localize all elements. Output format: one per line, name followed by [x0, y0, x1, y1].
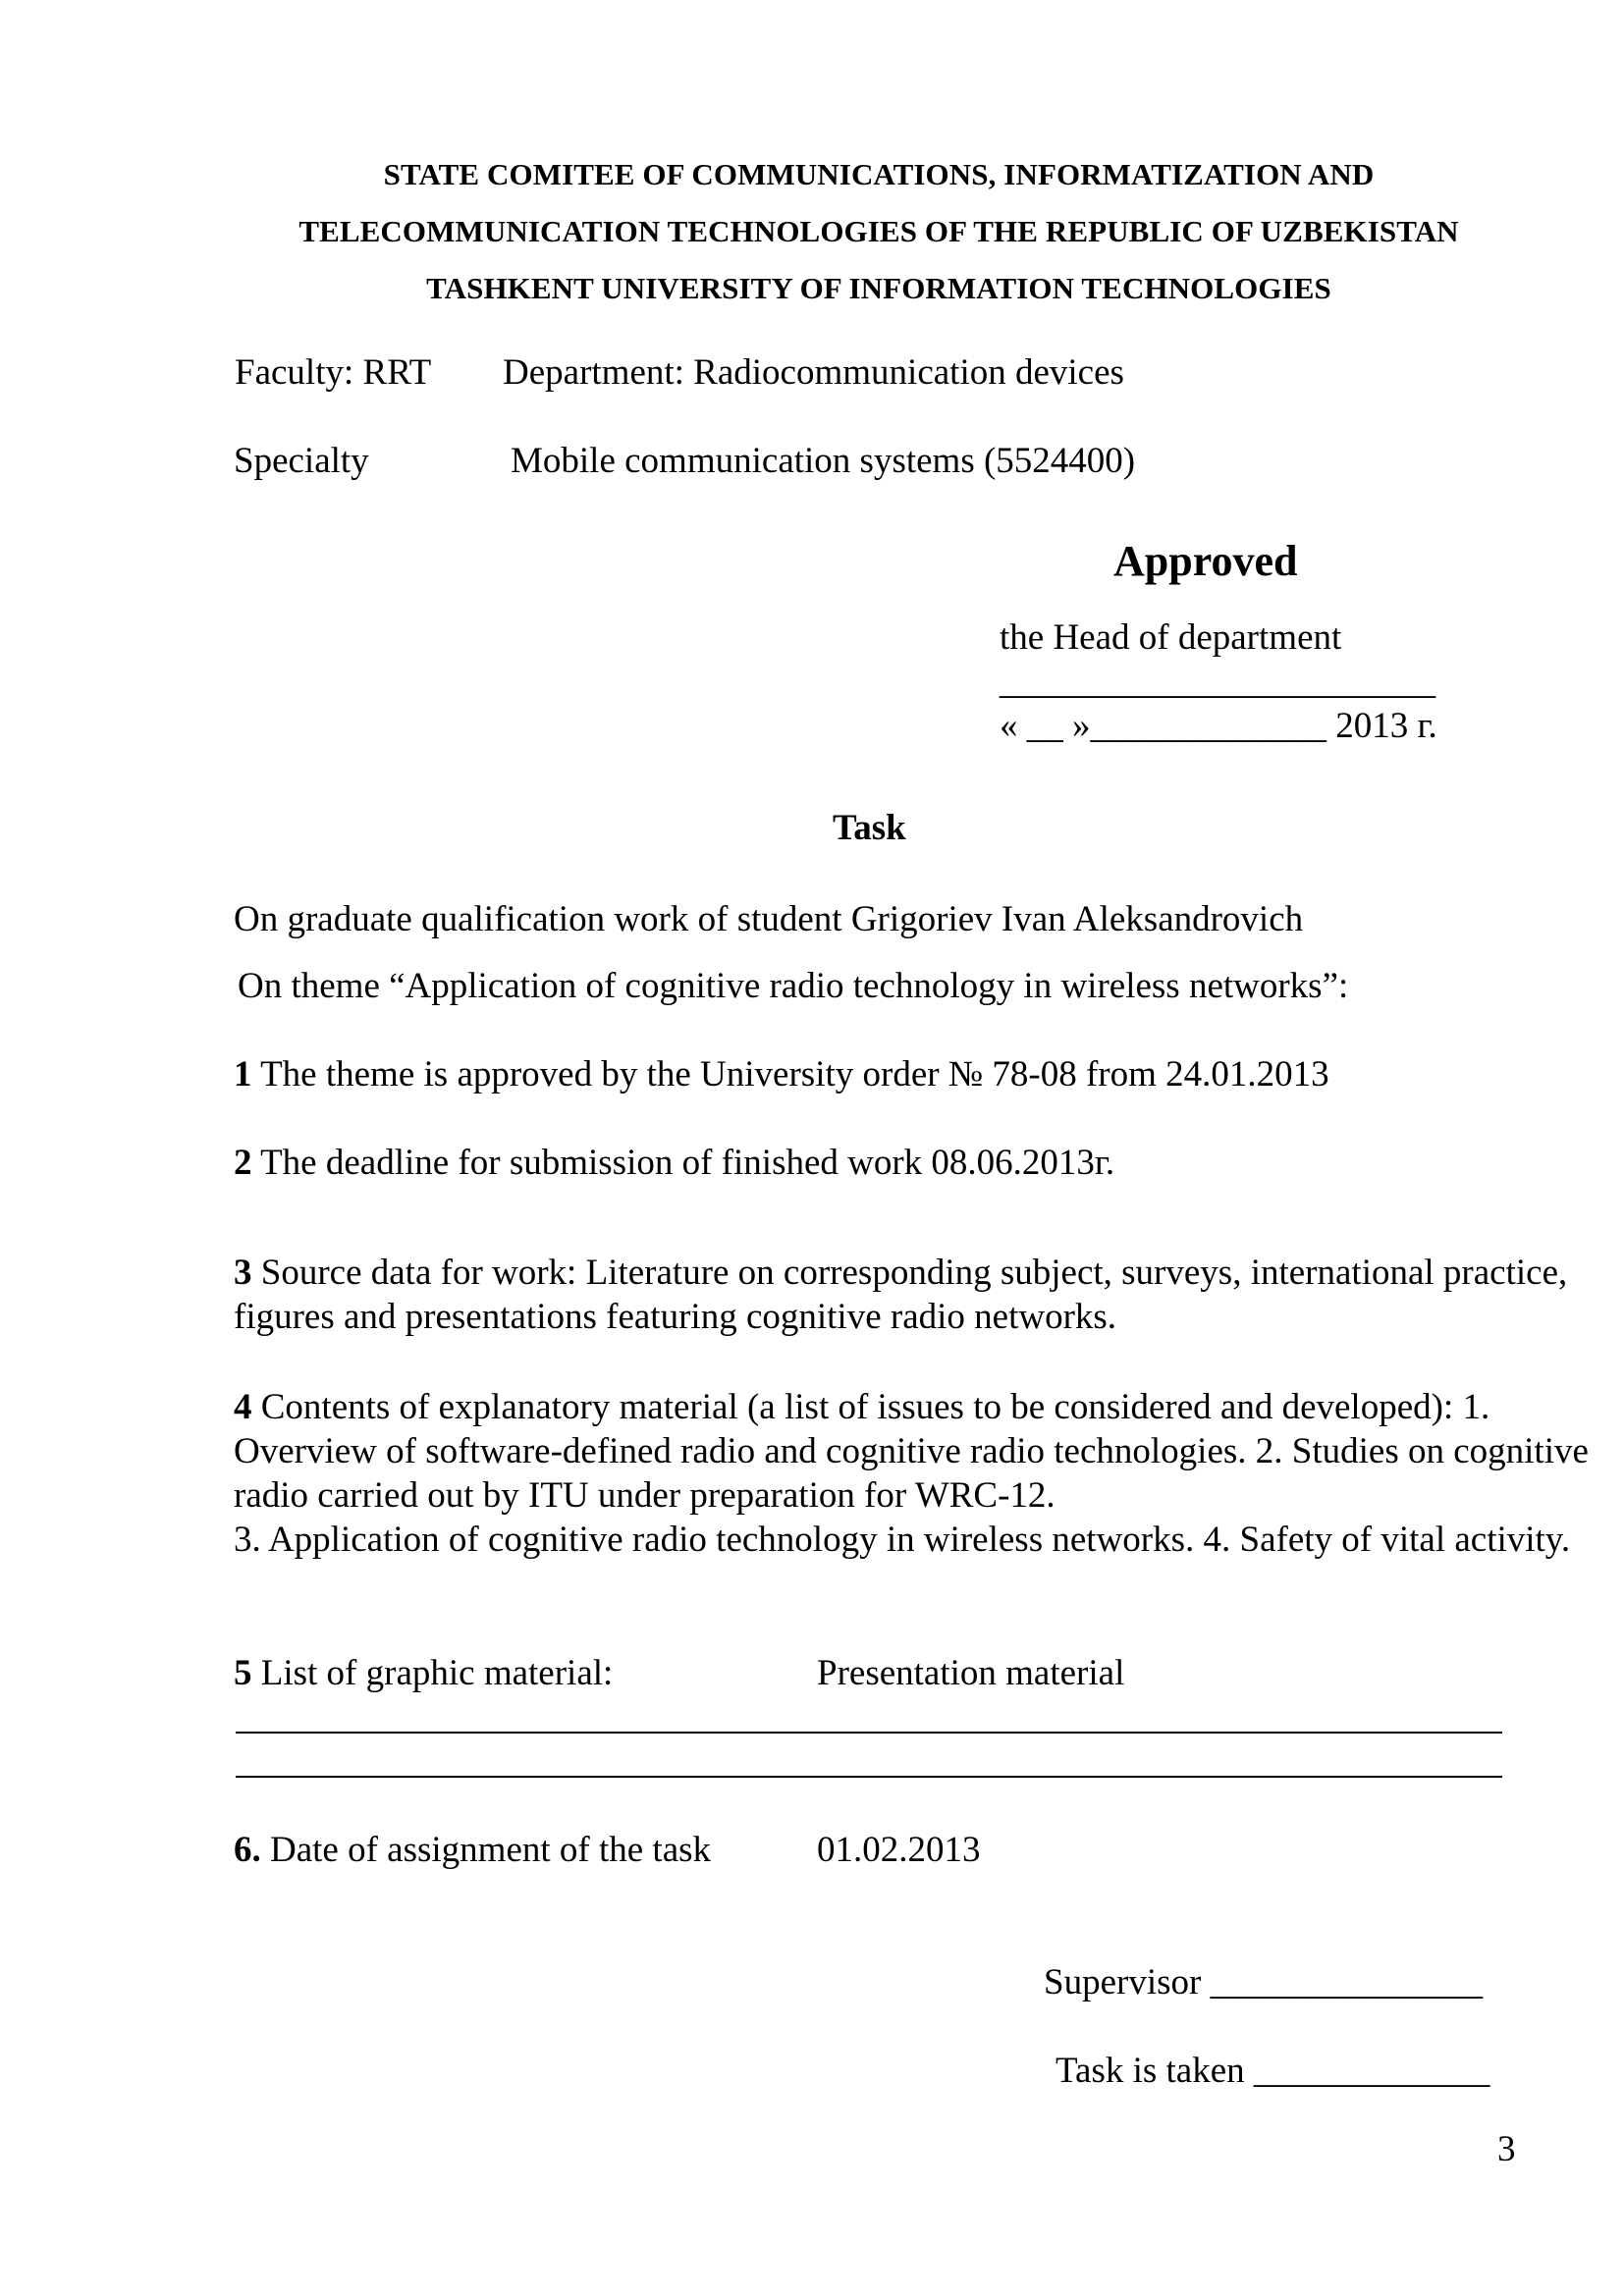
item-3-text: Source data for work: Literature on corresponding subject, surveys, international practice, figures and presentations featuring cognitive radio networks.: [234, 1253, 1568, 1337]
approved-title: Approved: [1113, 537, 1298, 585]
item-1-number: 1: [234, 1054, 252, 1095]
faculty-label: Faculty: RRT: [235, 352, 432, 393]
item-2-number: 2: [234, 1143, 252, 1183]
header-line-2: TELECOMMUNICATION TECHNOLOGIES OF THE REPUBLIC OF UZBEKISTAN: [298, 214, 1459, 248]
item-4-number: 4: [234, 1387, 252, 1427]
item-4-text-continued: 3. Application of cognitive radio technology in wireless networks. 4. Safety of vital activity.: [234, 1520, 1571, 1560]
blank-line-2: [236, 1776, 1502, 1778]
item-5-value: Presentation material: [817, 1653, 1125, 1693]
department-label: Department: Radiocommunication devices: [503, 352, 1124, 393]
item-6: [234, 1829, 711, 1871]
theme-line: On theme “Application of cognitive radio technology in wireless networks”:: [238, 966, 1349, 1006]
supervisor-signature: Supervisor _______________: [1044, 1962, 1484, 2002]
blank-line-1: [236, 1732, 1502, 1734]
item-5: [234, 1652, 613, 1694]
student-line: On graduate qualification work of student Grigoriev Ivan Aleksandrovich: [234, 899, 1304, 939]
signature-line: ________________________: [1000, 662, 1435, 702]
item-3: [234, 1251, 1569, 1339]
item-4-text: Contents of explanatory material (a list of issues to be considered and developed): 1. Overview of software-defined radio and cognitive radio technologies. 2. Studies on cognitive radio carried out by ITU under preparation for WRC-12.: [234, 1387, 1589, 1516]
item-6-number: 6.: [234, 1830, 261, 1870]
item-2-text: The deadline for submission of finished work 08.06.2013г.: [251, 1143, 1115, 1183]
item-3-number: 3: [234, 1253, 252, 1293]
item-1: [234, 1053, 1329, 1095]
header-line-1: STATE COMITEE OF COMMUNICATIONS, INFORMATIZATION AND: [383, 157, 1375, 191]
specialty-label: Specialty: [234, 441, 369, 481]
page-number: 3: [1497, 2129, 1516, 2169]
task-taken-signature: Task is taken _____________: [1056, 2051, 1490, 2091]
item-1-text: The theme is approved by the University order № 78-08 from 24.01.2013: [251, 1054, 1329, 1095]
head-of-department-label: the Head of department: [1000, 617, 1342, 658]
item-4: [234, 1385, 1589, 1562]
specialty-value: Mobile communication systems (5524400): [511, 441, 1136, 481]
approval-date-line: « __ »_____________ 2013 г.: [1000, 706, 1437, 746]
item-6-text: Date of assignment of the task: [260, 1830, 712, 1870]
header-line-3: TASHKENT UNIVERSITY OF INFORMATION TECHNOLOGIES: [426, 271, 1331, 305]
item-6-value: 01.02.2013: [817, 1830, 981, 1870]
item-2: [234, 1142, 1114, 1184]
task-title: Task: [833, 808, 906, 848]
item-5-text: List of graphic material:: [251, 1653, 614, 1693]
item-5-number: 5: [234, 1653, 252, 1693]
